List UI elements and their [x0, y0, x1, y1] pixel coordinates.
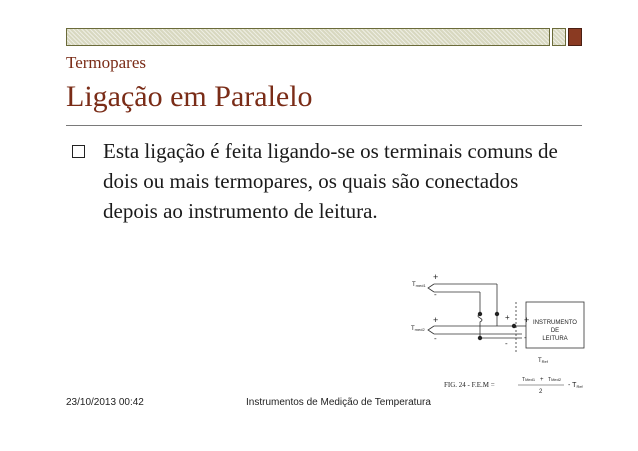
fem-numerator-1: TMed1 — [522, 377, 536, 383]
parallel-thermocouple-diagram — [398, 262, 598, 402]
instrument-label-line2: DE — [550, 328, 560, 334]
footer-date: 23/10/2013 00:42 — [66, 397, 144, 408]
instrument-label-line1: INSTRUMENTO — [533, 320, 577, 326]
instrument-label-line3: LEITURA — [542, 336, 568, 342]
plus-sign-instrument: + — [524, 315, 530, 325]
top-bar-hatch — [66, 28, 550, 46]
slide-subtitle: Termopares — [66, 53, 146, 72]
t-ref-label: TRef — [538, 358, 548, 364]
minus-sign-2: - — [434, 334, 437, 343]
fem-numerator-2: TMed2 — [548, 377, 562, 383]
fem-caption-prefix: FIG. 24 - F.E.M = — [444, 381, 495, 389]
fem-denominator: 2 — [539, 389, 543, 395]
plus-sign-2: + — [433, 315, 439, 325]
top-bar-square-light — [552, 28, 566, 46]
t-med2-label: Tmed2 — [411, 326, 425, 332]
fem-numerator-plus: + — [540, 377, 544, 383]
top-decorative-bar — [66, 28, 582, 46]
minus-sign-1: - — [434, 290, 437, 299]
minus-sign-instrument: - — [524, 333, 527, 342]
title-divider — [66, 125, 582, 126]
t-med1-label: Tmed1 — [412, 282, 426, 288]
plus-sign-1: + — [433, 272, 439, 282]
top-bar-square-dark — [568, 28, 582, 46]
footer-title: Instrumentos de Medição de Temperatura — [246, 397, 431, 408]
bullet-text: Esta ligação é feita ligando-se os terminais comuns de dois ou mais termopares, os quais são conectados depois ao instrumento de leitura. — [103, 139, 558, 223]
plus-sign-3: + — [505, 313, 510, 322]
fem-minus-tref: - TRef — [568, 382, 583, 389]
bullet-square-icon — [72, 145, 85, 158]
minus-sign-3: - — [505, 339, 508, 348]
slide-title: Ligação em Paralelo — [66, 80, 313, 113]
